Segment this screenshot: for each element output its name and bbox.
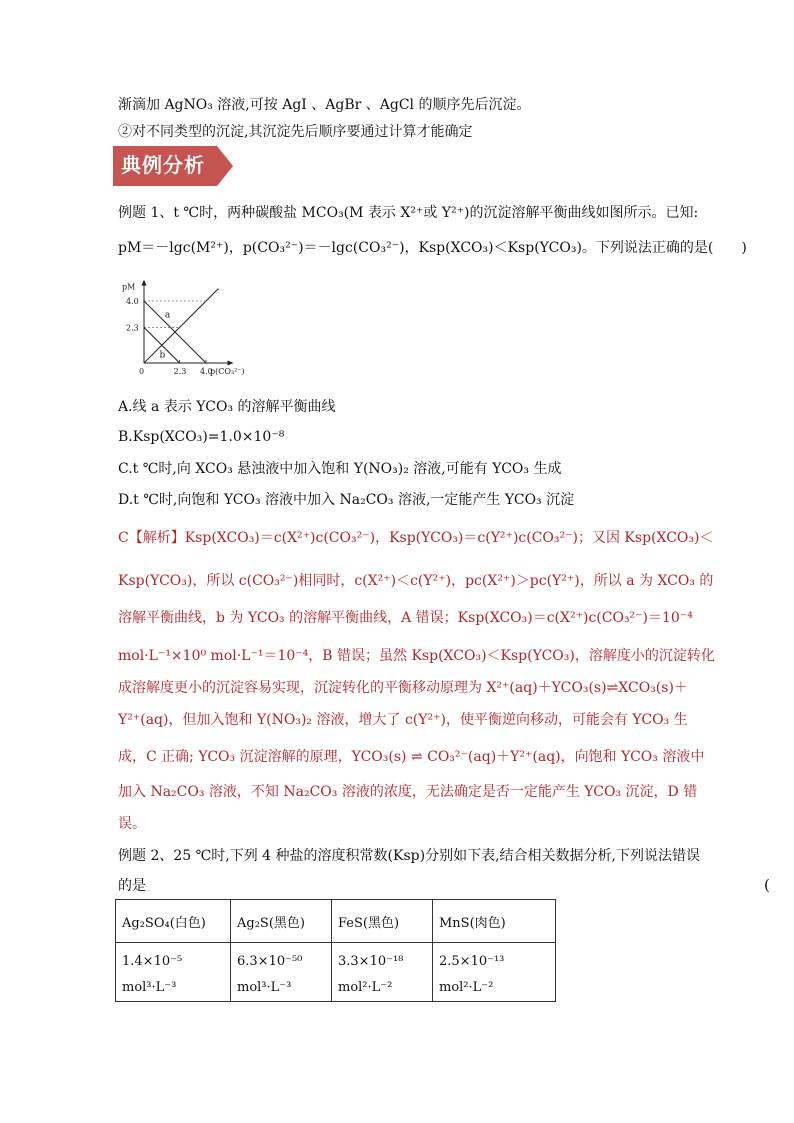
table-header-cell: FeS(黑色) <box>332 900 433 943</box>
analysis-line: Y²⁺(aq)，但加入饱和 Y(NO₃)₂ 溶液，增大了 c(Y²⁺)，使平衡逆向移动，可能会有 YCO₃ 生 <box>118 712 688 728</box>
option-b: B.Ksp(XCO₃)=1.0×10⁻⁸ <box>118 429 285 445</box>
example2-line-2: 的是 <box>118 878 146 894</box>
answer-paren: ( <box>764 876 770 894</box>
y-tick-label: 4.0 <box>126 297 139 306</box>
table-cell <box>433 943 556 1002</box>
intro-line-1: 渐滴加 AgNO₃ 溶液,可按 AgI 、AgBr 、AgCl 的顺序先后沉淀。 <box>118 97 531 113</box>
table-header-cell: Ag₂S(黑色) <box>231 900 332 943</box>
table-header-cell: Ag₂SO₄(白色) <box>116 900 231 943</box>
analysis-line: 成溶解度更小的沉淀容易实现，沉淀转化的平衡移动原理为 X²⁺(aq)＋YCO₃(s)⇌XCO₃(s)＋ <box>118 680 688 696</box>
x-tick-label: 0 <box>139 367 145 376</box>
ksp-value: 1.4×10⁻⁵ <box>122 954 183 969</box>
x-axis-arrow <box>228 361 234 366</box>
analysis-line: Ksp(YCO₃)，所以 c(CO₃²⁻)相同时，c(X²⁺)＜c(Y²⁺)，pc(X²⁺)＞pc(Y²⁺)，所以 a 为 XCO₃ 的 <box>118 573 714 589</box>
option-c: C.t ℃时,向 XCO₃ 悬浊液中加入饱和 Y(NO₃)₂ 溶液,可能有 YCO₃ 生成 <box>118 461 562 477</box>
analysis-line: 溶解平衡曲线，b 为 YCO₃ 的溶解平衡曲线，A 错误；Ksp(XCO₃)＝c(X²⁺)c(CO₃²⁻)＝10⁻⁴ <box>118 610 693 626</box>
x-axis-label: p(CO₃²⁻) <box>210 367 245 376</box>
analysis-line: mol·L⁻¹×10⁰ mol·L⁻¹＝10⁻⁴，B 错误；虽然 Ksp(XCO₃)＜Ksp(YCO₃)，溶解度小的沉淀转化 <box>118 648 715 664</box>
x-tick-label: 4.0 <box>200 367 213 376</box>
example2-line-1: 例题 2、25 ℃时,下列 4 种盐的溶度积常数(Ksp)分别如下表,结合相关数据分析,下列说法错误 <box>118 848 700 864</box>
ksp-value: 6.3×10⁻⁵⁰ <box>237 954 303 969</box>
ksp-unit: mol³·L⁻³ <box>122 980 177 995</box>
y-axis-arrow <box>142 280 147 286</box>
analysis-line: 成，C 正确; YCO₃ 沉淀溶解的原理，YCO₃(s) ⇌ CO₃²⁻(aq)＋Y²⁺(aq)，向饱和 YCO₃ 溶液中 <box>118 749 705 765</box>
x-tick-label: 2.3 <box>173 367 187 376</box>
section-title: 典例分析 <box>121 153 205 177</box>
analysis-line: 加入 Na₂CO₃ 溶液，不知 Na₂CO₃ 溶液的浓度，无法确定是否一定能产生 YCO₃ 沉淀，D 错 <box>118 784 698 800</box>
ksp-unit: mol³·L⁻³ <box>237 980 292 995</box>
ksp-value: 2.5×10⁻¹³ <box>439 954 505 969</box>
table-cell <box>332 943 433 1002</box>
table-row <box>116 943 556 1002</box>
analysis-line: 误。 <box>118 816 146 832</box>
option-d: D.t ℃时,向饱和 YCO₃ 溶液中加入 Na₂CO₃ 溶液,一定能产生 YCO₃ 沉淀 <box>118 492 575 508</box>
intro-line-2: ②对不同类型的沉淀,其沉淀先后顺序要通过计算才能确定 <box>118 124 473 140</box>
ksp-table <box>115 899 556 1002</box>
option-a: A.线 a 表示 YCO₃ 的溶解平衡曲线 <box>118 399 336 415</box>
table-cell <box>231 943 332 1002</box>
series-line-diagonal <box>144 289 218 363</box>
table-cell <box>116 943 231 1002</box>
y-axis-label: pM <box>122 282 136 292</box>
table-header-cell: MnS(肉色) <box>433 900 556 943</box>
ksp-unit: mol²·L⁻² <box>439 980 494 995</box>
y-tick-label: 2.3 <box>126 323 139 333</box>
series-label-b: b <box>159 350 166 361</box>
example1-line-2: pM＝－lgc(M²⁺)，p(CO₃²⁻)＝－lgc(CO₃²⁻)，Ksp(XCO₃)＜Ksp(YCO₃)。下列说法正确的是( ) <box>118 240 747 256</box>
example1-line-1: 例题 1、t ℃时，两种碳酸盐 MCO₃(M 表示 X²⁺或 Y²⁺)的沉淀溶解平衡曲线如图所示。已知: <box>118 205 699 221</box>
series-label-a: a <box>164 310 171 321</box>
table-header-row <box>116 900 556 943</box>
ksp-value: 3.3×10⁻¹⁸ <box>338 954 404 969</box>
solubility-chart <box>118 268 278 383</box>
ksp-unit: mol²·L⁻² <box>338 980 393 995</box>
analysis-line: C【解析】Ksp(XCO₃)＝c(X²⁺)c(CO₃²⁻)，Ksp(YCO₃)＝c(Y²⁺)c(CO₃²⁻)；又因 Ksp(XCO₃)＜ <box>118 530 714 546</box>
